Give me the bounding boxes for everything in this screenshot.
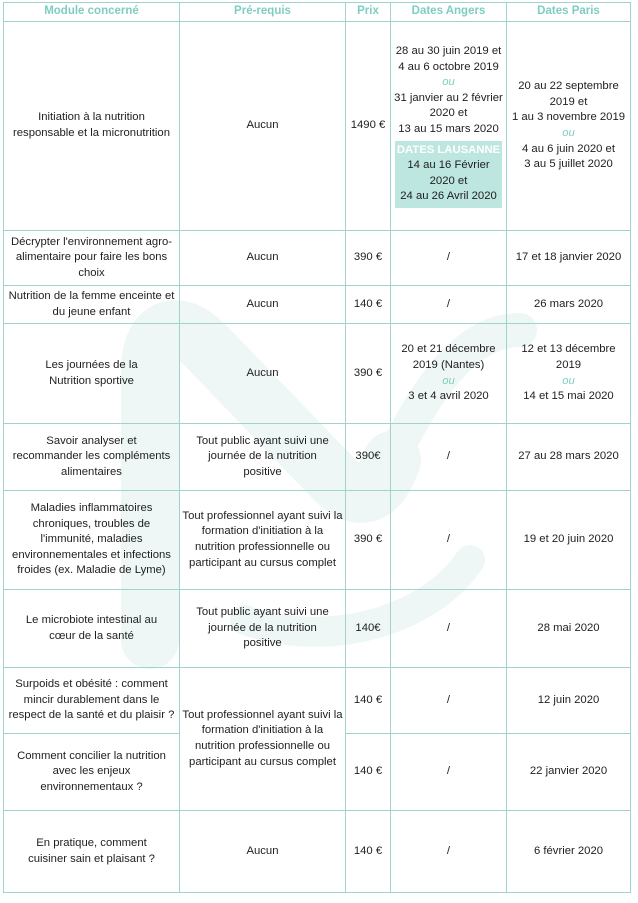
separator-ou: ou <box>562 127 575 139</box>
paris-dates: 22 janvier 2020 <box>507 734 631 811</box>
module-name: Nutrition de la femme enceinte et du jeune enfant <box>4 286 180 324</box>
paris-dates: 26 mars 2020 <box>507 286 631 324</box>
angers-dates: / <box>391 424 507 491</box>
price-value: 390 € <box>346 231 391 286</box>
paris-dates: 28 mai 2020 <box>507 590 631 668</box>
angers-date-line: 3 et 4 avril 2020 <box>408 390 489 403</box>
paris-dates: 17 et 18 janvier 2020 <box>507 231 631 286</box>
header-module: Module concerné <box>4 3 180 22</box>
paris-dates <box>507 22 631 231</box>
table-row <box>4 22 631 231</box>
prereq-value: Aucun <box>180 22 346 231</box>
paris-date-line: 4 au 6 juin 2020 et <box>522 142 615 155</box>
lausanne-date-line: 24 au 26 Avril 2020 <box>400 190 497 203</box>
price-value: 1490 € <box>346 22 391 231</box>
angers-date-line: 4 au 6 octobre 2019 <box>398 60 499 73</box>
module-name: Décrypter l'environnement agro-alimentaire pour faire les bons choix <box>4 231 180 286</box>
table-row <box>4 811 631 893</box>
price-value: 140 € <box>346 734 391 811</box>
table-row <box>4 491 631 590</box>
angers-date-line: 28 au 30 juin 2019 et <box>395 45 502 58</box>
prereq-value: Aucun <box>180 324 346 424</box>
paris-date-line: 12 et 13 décembre 2019 <box>521 343 616 371</box>
header-angers: Dates Angers <box>391 3 507 22</box>
module-name: Les journées de la Nutrition sportive <box>4 324 180 424</box>
angers-dates <box>391 22 507 231</box>
prereq-value: Tout public ayant suivi une journée de la nutrition positive <box>180 424 346 491</box>
price-value: 140 € <box>346 668 391 734</box>
separator-ou: ou <box>562 374 575 387</box>
paris-dates: 6 février 2020 <box>507 811 631 893</box>
angers-dates: / <box>391 590 507 668</box>
table-row <box>4 590 631 668</box>
angers-date-line: 13 au 15 mars 2020 <box>398 123 499 135</box>
price-value: 140€ <box>346 590 391 668</box>
module-name: Comment concilier la nutrition avec les enjeux environnementaux ? <box>4 734 180 811</box>
prereq-value: Aucun <box>180 286 346 324</box>
header-paris: Dates Paris <box>507 3 631 22</box>
module-name: Savoir analyser et recommander les compléments alimentaires <box>4 424 180 491</box>
angers-dates: / <box>391 286 507 324</box>
prereq-value: Tout professionnel ayant suivi la formation d'initiation à la nutrition professionnelle ou participant au cursus complet <box>180 668 346 811</box>
angers-dates: / <box>391 734 507 811</box>
table-row <box>4 668 631 734</box>
module-name: Initiation à la nutrition responsable et la micronutrition <box>4 22 180 231</box>
prereq-value: Tout professionnel ayant suivi la formation d'initiation à la nutrition professionnelle ou participant au cursus complet <box>180 491 346 590</box>
header-row <box>4 3 631 22</box>
paris-date-line: 14 et 15 mai 2020 <box>523 390 614 403</box>
angers-dates <box>391 324 507 424</box>
module-name: Surpoids et obésité : comment mincir durablement dans le respect de la santé et du plaisir ? <box>4 668 180 734</box>
table-row <box>4 286 631 324</box>
paris-date-line: 20 au 22 septembre 2019 et <box>518 80 619 108</box>
module-name: En pratique, comment cuisiner sain et plaisant ? <box>4 811 180 893</box>
angers-dates: / <box>391 231 507 286</box>
paris-date-line: 1 au 3 novembre 2019 <box>511 111 626 124</box>
table-row <box>4 324 631 424</box>
angers-dates: / <box>391 668 507 734</box>
table-row <box>4 424 631 491</box>
paris-dates <box>507 324 631 424</box>
prereq-value: Tout public ayant suivi une journée de la nutrition positive <box>180 590 346 668</box>
paris-dates: 27 au 28 mars 2020 <box>507 424 631 491</box>
angers-dates: / <box>391 491 507 590</box>
separator-ou: ou <box>442 76 455 89</box>
prereq-value: Aucun <box>180 811 346 893</box>
angers-dates: / <box>391 811 507 893</box>
paris-dates: 12 juin 2020 <box>507 668 631 734</box>
price-value: 390€ <box>346 424 391 491</box>
lausanne-dates-box <box>395 141 502 208</box>
angers-date-line: 31 janvier au 2 février 2020 et <box>394 91 503 120</box>
module-name: Maladies inflammatoires chroniques, troubles de l'immunité, maladies environnementales et infections froides (ex. Maladie de Lyme) <box>4 491 180 590</box>
schedule-table <box>3 2 631 893</box>
price-value: 390 € <box>346 491 391 590</box>
price-value: 140 € <box>346 811 391 893</box>
price-value: 140 € <box>346 286 391 324</box>
price-value: 390 € <box>346 324 391 424</box>
angers-date-line: 20 et 21 décembre 2019 (Nantes) <box>401 343 496 371</box>
prereq-value: Aucun <box>180 231 346 286</box>
separator-ou: ou <box>442 374 455 387</box>
lausanne-date-line: 14 au 16 Février 2020 et <box>407 159 490 187</box>
header-price: Prix <box>346 3 391 22</box>
table-row <box>4 231 631 286</box>
paris-dates: 19 et 20 juin 2020 <box>507 491 631 590</box>
lausanne-title: DATES LAUSANNE <box>396 143 501 156</box>
paris-date-line: 3 au 5 juillet 2020 <box>524 158 613 171</box>
module-name: Le microbiote intestinal au cœur de la santé <box>4 590 180 668</box>
header-prereq: Pré-requis <box>180 3 346 22</box>
